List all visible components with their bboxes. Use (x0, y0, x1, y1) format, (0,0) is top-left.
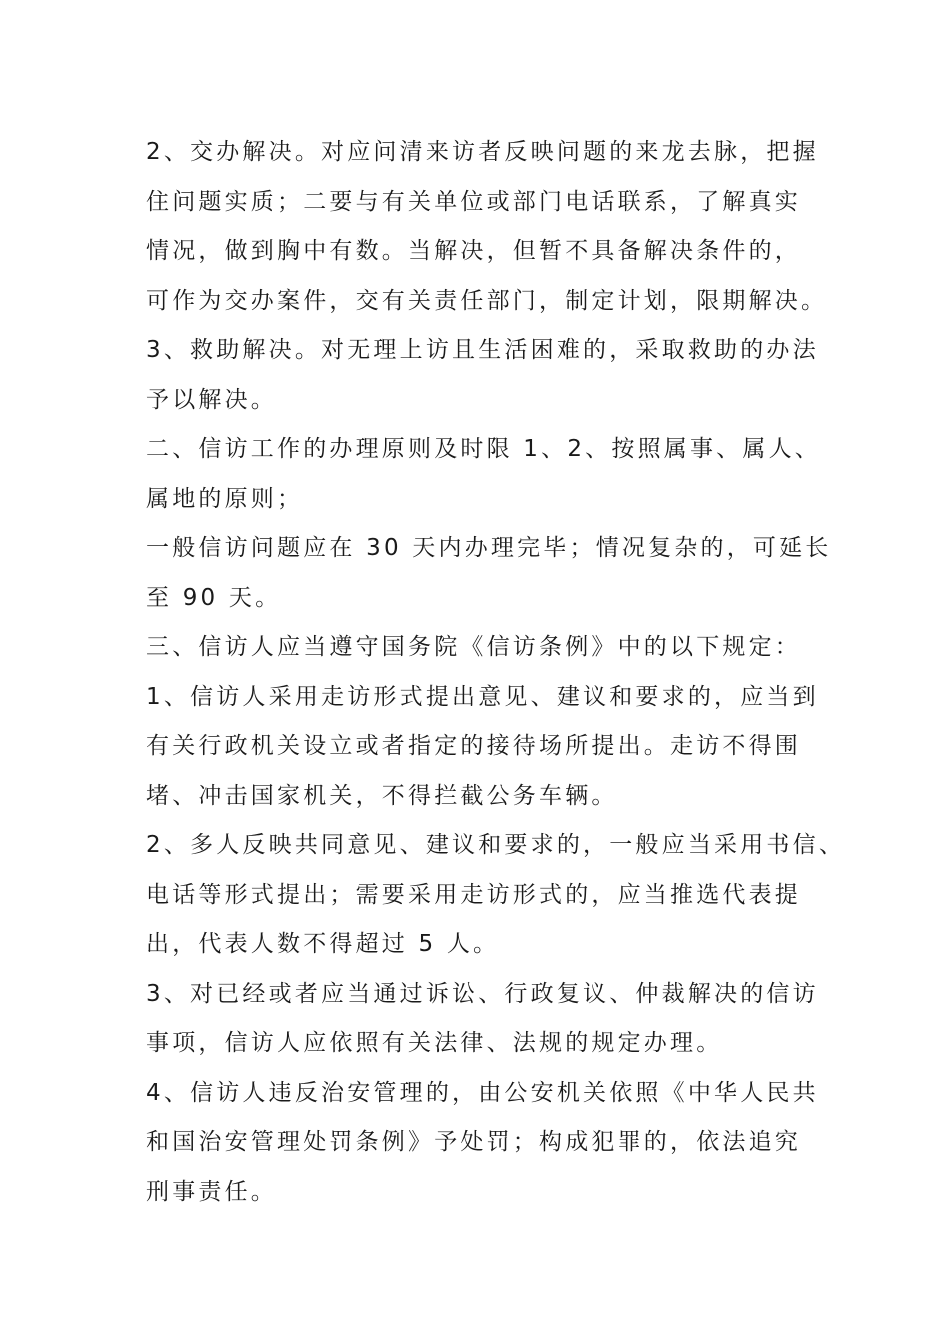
text-line: 3、对已经或者应当通过诉讼、行政复议、仲裁解决的信访 (146, 980, 819, 1007)
text-line: 电话等形式提出；需要采用走访形式的，应当推选代表提 (146, 881, 801, 908)
text-line: 4、信访人违反治安管理的，由公安机关依照《中华人民共 (146, 1079, 819, 1106)
text-line: 予以解决。 (146, 386, 277, 413)
text-line: 3、救助解决。对无理上访且生活困难的，采取救助的办法 (146, 337, 819, 363)
text-line: 出，代表人数不得超过 5 人。 (146, 931, 500, 957)
text-line: 堵、冲击国家机关，不得拦截公务车辆。 (146, 782, 618, 809)
text-line: 可作为交办案件，交有关责任部门，制定计划，限期解决。 (146, 287, 828, 314)
text-line: 至 90 天。 (146, 584, 282, 611)
text-line: 2、多人反映共同意见、建议和要求的，一般应当采用书信、 (146, 832, 846, 858)
text-line: 事项，信访人应依照有关法律、法规的规定办理。 (146, 1030, 723, 1056)
text-line: 三、信访人应当遵守国务院《信访条例》中的以下规定： (146, 634, 801, 660)
document-body (146, 128, 846, 1217)
text-line: 属地的原则； (146, 485, 304, 512)
text-line: 1、信访人采用走访形式提出意见、建议和要求的，应当到 (146, 683, 819, 710)
text-line: 情况，做到胸中有数。当解决，但暂不具备解决条件的， (146, 238, 801, 264)
text-line: 二、信访工作的办理原则及时限 1、2、按照属事、属人、 (146, 436, 821, 462)
text-line: 和国治安管理处罚条例》予处罚；构成犯罪的，依法追究 (146, 1129, 801, 1155)
text-line: 一般信访问题应在 30 天内办理完毕；情况复杂的，可延长 (146, 535, 832, 561)
text-line: 住问题实质；二要与有关单位或部门电话联系，了解真实 (146, 188, 801, 215)
text-line: 有关行政机关设立或者指定的接待场所提出。走访不得围 (146, 733, 801, 759)
text-line: 刑事责任。 (146, 1178, 277, 1205)
text-line: 2、交办解决。对应问清来访者反映问题的来龙去脉，把握 (146, 139, 819, 165)
